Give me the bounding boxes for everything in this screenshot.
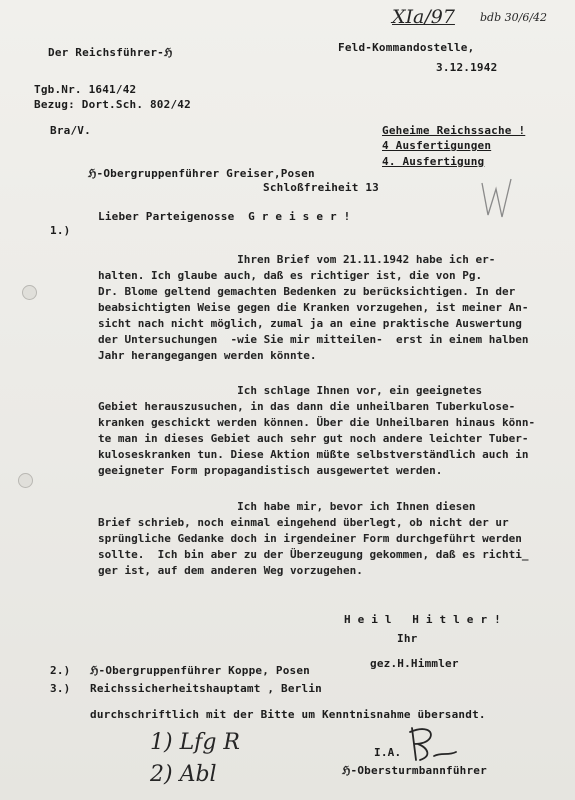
sender: Der Reichsführer-ℌ: [48, 46, 173, 59]
reference: Bezug: Dort.Sch. 802/42: [34, 98, 191, 111]
salutation: Lieber Parteigenosse G r e i s e r !: [98, 210, 351, 223]
cc-note: durchschriftlich mit der Bitte um Kenntnisnahme übersandt.: [90, 708, 486, 721]
ia-mark: I.A.: [374, 746, 402, 759]
paragraph-3-line-2: Brief schrieb, noch einmal eingehend überlegt, ob nicht der ur: [98, 516, 509, 529]
handwritten-note-1: 1) Lfg R: [150, 730, 240, 755]
archive-reference-secondary: bdb 30/6/42: [480, 11, 548, 24]
punch-hole-top: [22, 285, 37, 300]
paragraph-1-line-4: beabsichtigten Weise gegen die Kranken vorzugehen, ist meiner An-: [98, 301, 529, 314]
recipient-address: Schloßfreiheit 13: [263, 181, 379, 194]
item-1-number: 1.): [50, 224, 71, 237]
paragraph-2-line-3: kranken geschickt werden können. Über die Unheilbaren hinaus könn-: [98, 416, 536, 429]
paragraph-1-line-5: sicht nach nicht möglich, zumal ja an eine praktische Auswertung: [98, 317, 522, 330]
classification-line-2: 4 Ausfertigungen: [382, 139, 492, 152]
classification-line-1: Geheime Reichssache !: [382, 124, 526, 137]
item-3-number: 3.): [50, 682, 71, 695]
handwritten-signature: [404, 722, 464, 767]
handwritten-note-2: 2) Abl: [150, 762, 217, 787]
paragraph-1-line-7: Jahr herangegangen werden könnte.: [98, 349, 317, 362]
recipient-name: ℌ-Obergruppenführer Greiser,Posen: [88, 167, 315, 180]
closing-signed: gez.H.Himmler: [370, 657, 459, 670]
paragraph-1-line-2: halten. Ich glaube auch, daß es richtiger ist, die von Pg.: [98, 269, 483, 282]
paragraph-2-line-2: Gebiet herauszusuchen, in das dann die unheilbaren Tuberkulose-: [98, 400, 516, 413]
paragraph-2-line-5: kuloseskranken tun. Diese Aktion müßte selbstverständlich auch in: [98, 448, 529, 461]
paragraph-2-line-6: geeigneter Form propagandistisch ausgewertet werden.: [98, 464, 443, 477]
item-2-number: 2.): [50, 664, 71, 677]
closing-greeting: H e i l H i t l e r !: [344, 613, 501, 626]
punch-hole-bottom: [18, 473, 33, 488]
paragraph-3-line-1: Ich habe mir, bevor ich Ihnen diesen: [98, 500, 476, 513]
paragraph-1-line-3: Dr. Blome geltend gemachten Bedenken zu berücksichtigen. In der: [98, 285, 516, 298]
item-3-text: Reichssicherheitshauptamt , Berlin: [90, 682, 322, 695]
closing-ihr: Ihr: [397, 632, 418, 645]
tgb-number: Tgb.Nr. 1641/42: [34, 83, 137, 96]
pencil-mark: [478, 175, 518, 225]
initials: Bra/V.: [50, 124, 91, 137]
paragraph-1-line-1: Ihren Brief vom 21.11.1942 habe ich er-: [98, 253, 496, 266]
item-2-text: ℌ-Obergruppenführer Koppe, Posen: [90, 664, 310, 677]
paragraph-3-line-4: sollte. Ich bin aber zu der Überzeugung gekommen, daß es richti_: [98, 548, 529, 561]
paragraph-2-line-1: Ich schlage Ihnen vor, ein geeignetes: [98, 384, 483, 397]
signer-rank: ℌ-Obersturmbannführer: [342, 764, 487, 777]
paragraph-3-line-3: sprüngliche Gedanke doch in irgendeiner Form durchgeführt werden: [98, 532, 522, 545]
date: 3.12.1942: [436, 61, 498, 74]
paragraph-1-line-6: der Untersuchungen -wie Sie mir mitteilen- erst in einem halben: [98, 333, 529, 346]
location: Feld-Kommandostelle,: [338, 41, 475, 54]
archive-reference: XIa/97: [392, 6, 455, 28]
classification-line-3: 4. Ausfertigung: [382, 155, 485, 168]
paragraph-3-line-5: ger ist, auf dem anderen Weg vorzugehen.: [98, 564, 363, 577]
paragraph-2-line-4: te man in dieses Gebiet auch sehr gut noch andere leichter Tuber-: [98, 432, 529, 445]
